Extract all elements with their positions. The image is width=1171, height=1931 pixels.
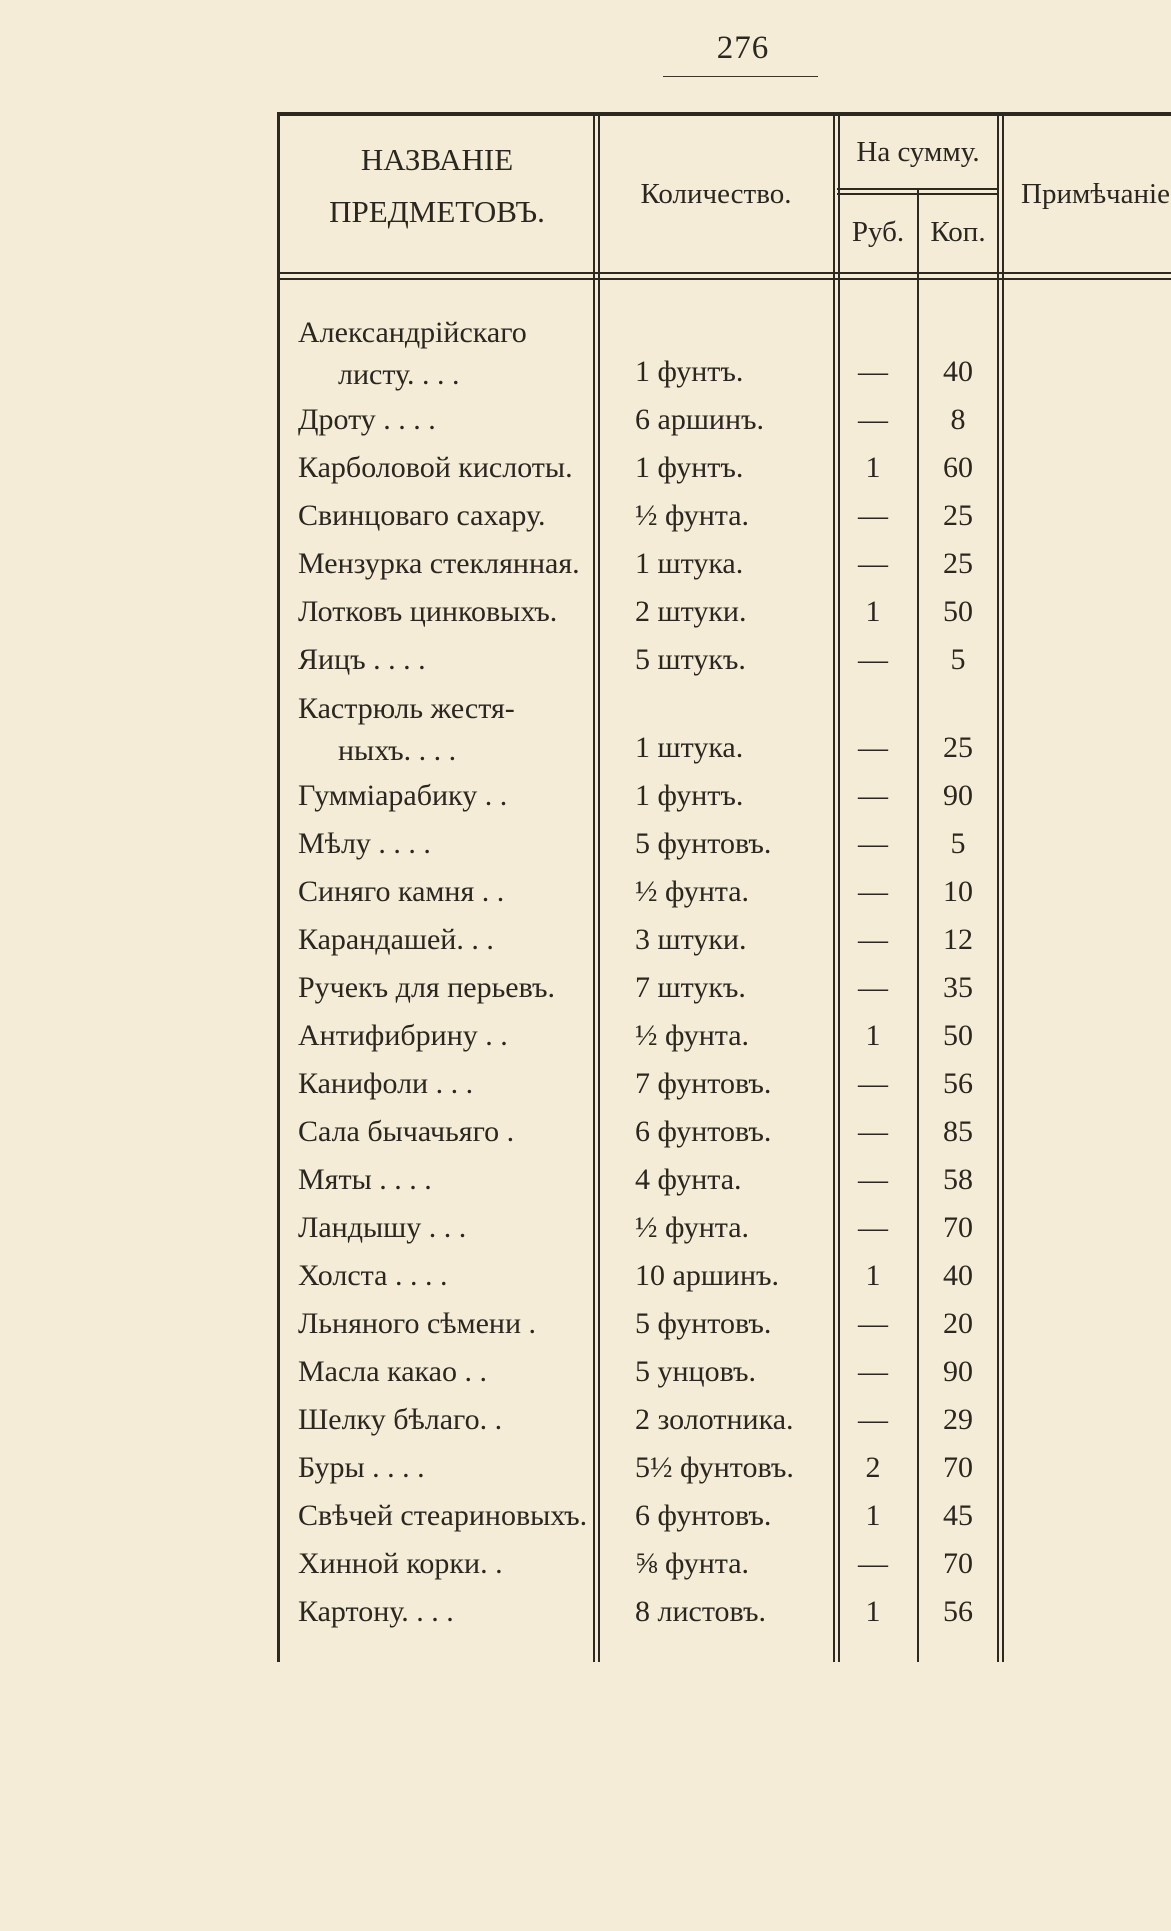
item-name: Мензурка стеклянная. [298,547,580,580]
item-quantity: 7 штукъ. [635,971,746,1004]
header-sum-column: На сумму. [856,136,980,168]
item-name: Лотковъ цинковыхъ. [298,595,558,628]
table-row [277,1588,1171,1636]
item-kopecks: 25 [943,547,973,580]
item-quantity: 1 штука. [635,547,744,580]
item-quantity: 5½ фунтовъ. [635,1451,794,1484]
item-quantity: 1 штука. [635,731,744,764]
item-quantity: ½ фунта. [635,499,750,532]
item-kopecks: 25 [943,499,973,532]
item-rubles: 2 [865,1451,881,1484]
item-name: Сала бычачьяго . [298,1115,515,1148]
item-name: Холста . . . . [298,1259,448,1292]
table-row [277,312,1171,396]
item-name: Яицъ . . . . [298,643,426,676]
item-name: Картону. . . . [298,1595,454,1628]
header-notes-column: Примѣчаніе [1021,178,1170,210]
header-bottom-rule-2 [277,278,1171,280]
table-row [277,540,1171,588]
header-kop-column: Коп. [930,216,986,248]
item-quantity: ½ фунта. [635,875,750,908]
item-rubles: — [858,1211,888,1244]
item-rubles: — [858,1403,888,1436]
item-quantity: 6 аршинъ. [635,403,765,436]
item-kopecks: 45 [943,1499,973,1532]
table-row [277,1204,1171,1252]
item-name: Шелку бѣлаго. . [298,1403,503,1436]
item-kopecks: 25 [943,731,973,764]
item-kopecks: 60 [943,451,973,484]
table-row [277,916,1171,964]
item-rubles: — [858,1307,888,1340]
item-quantity: ½ фунта. [635,1019,750,1052]
item-name: Мяты . . . . [298,1163,432,1196]
item-rubles: — [858,643,888,676]
item-kopecks: 70 [943,1451,973,1484]
table-row [277,444,1171,492]
item-quantity: 6 фунтовъ. [635,1499,772,1532]
item-kopecks: 29 [943,1403,973,1436]
item-quantity: 2 золотника. [635,1403,794,1436]
item-name: Карболовой кислоты. [298,451,573,484]
item-name: Свѣчей стеариновыхъ. [298,1499,588,1532]
item-name: Дроту . . . . [298,403,436,436]
item-quantity: 1 фунтъ. [635,355,744,388]
item-kopecks: 10 [943,875,973,908]
header-name-column: НАЗВАНІЕ ПРЕДМЕТОВЪ. [329,142,545,229]
table-row [277,820,1171,868]
item-kopecks: 50 [943,595,973,628]
item-rubles: — [858,731,888,764]
item-quantity: 4 фунта. [635,1163,742,1196]
item-rubles: — [858,547,888,580]
table-row [277,1348,1171,1396]
table-row [277,964,1171,1012]
item-quantity: 2 штуки. [635,595,747,628]
page-number-rule [663,76,818,77]
item-kopecks: 85 [943,1115,973,1148]
item-rubles: — [858,827,888,860]
header-quantity-column: Количество. [640,178,792,210]
header-bottom-rule [277,272,1171,274]
item-kopecks: 8 [950,403,966,436]
item-rubles: — [858,971,888,1004]
item-name: Буры . . . . [298,1451,425,1484]
item-quantity: 6 фунтовъ. [635,1115,772,1148]
table-row [277,1012,1171,1060]
item-rubles: — [858,355,888,388]
table-row [277,1540,1171,1588]
item-quantity: 3 штуки. [635,923,747,956]
item-kopecks: 12 [943,923,973,956]
item-name: Карандашей. . . [298,923,494,956]
item-name: Кастрюль жестя- ныхъ. . . . [298,692,515,767]
item-rubles: 1 [865,451,881,484]
item-rubles: 1 [865,1019,881,1052]
item-name: Гумміарабику . . [298,779,508,812]
table-row [277,1108,1171,1156]
item-kopecks: 90 [943,1355,973,1388]
item-rubles: — [858,1163,888,1196]
item-name: Хинной корки. . [298,1547,503,1580]
item-quantity: 7 фунтовъ. [635,1067,772,1100]
item-quantity: 5 фунтовъ. [635,827,772,860]
item-rubles: — [858,875,888,908]
table-row [277,1444,1171,1492]
item-kopecks: 5 [950,827,966,860]
item-name: Свинцоваго сахару. [298,499,546,532]
item-quantity: 10 аршинъ. [635,1259,780,1292]
item-name: Канифоли . . . [298,1067,474,1100]
table-row [277,636,1171,684]
item-kopecks: 35 [943,971,973,1004]
item-rubles: — [858,1355,888,1388]
item-rubles: 1 [865,1595,881,1628]
table-row [277,1060,1171,1108]
item-kopecks: 5 [950,643,966,676]
table-row [277,492,1171,540]
table-row [277,1492,1171,1540]
item-rubles: — [858,403,888,436]
item-quantity: ½ фунта. [635,1211,750,1244]
item-kopecks: 70 [943,1211,973,1244]
item-rubles: — [858,779,888,812]
item-rubles: — [858,1115,888,1148]
item-quantity: 5 фунтовъ. [635,1307,772,1340]
item-quantity: ⅝ фунта. [635,1547,750,1580]
item-kopecks: 58 [943,1163,973,1196]
table-row [277,588,1171,636]
item-kopecks: 56 [943,1067,973,1100]
table-row [277,688,1171,772]
table-row [277,772,1171,820]
table-top-rule [277,112,1171,116]
item-name: Ландышу . . . [298,1211,467,1244]
item-rubles: 1 [865,1259,881,1292]
item-quantity: 1 фунтъ. [635,779,744,812]
item-quantity: 5 штукъ. [635,643,746,676]
table-row [277,1300,1171,1348]
item-rubles: 1 [865,1499,881,1532]
item-kopecks: 70 [943,1547,973,1580]
item-quantity: 1 фунтъ. [635,451,744,484]
item-rubles: — [858,1547,888,1580]
item-name: Мѣлу . . . . [298,827,431,860]
table-row [277,1156,1171,1204]
item-rubles: — [858,499,888,532]
item-kopecks: 40 [943,1259,973,1292]
table-row [277,396,1171,444]
table-row [277,1396,1171,1444]
table-row [277,1252,1171,1300]
item-rubles: 1 [865,595,881,628]
page-number: 276 [716,30,770,66]
item-kopecks: 56 [943,1595,973,1628]
header-rub-column: Руб. [851,216,905,248]
item-rubles: — [858,1067,888,1100]
item-name: Льняного сѣмени . [298,1307,537,1340]
item-quantity: 5 унцовъ. [635,1355,757,1388]
item-name: Синяго камня . . [298,875,505,908]
item-kopecks: 40 [943,355,973,388]
item-name: Антифибрину . . [298,1019,508,1052]
item-name: Масла какао . . [298,1355,487,1388]
table-row [277,868,1171,916]
item-name: Ручекъ для перьевъ. [298,971,556,1004]
item-quantity: 8 листовъ. [635,1595,766,1628]
item-name: Александрійскаго листу. . . . [298,316,527,391]
item-kopecks: 90 [943,779,973,812]
item-kopecks: 20 [943,1307,973,1340]
item-kopecks: 50 [943,1019,973,1052]
inventory-table [277,112,1171,1662]
item-rubles: — [858,923,888,956]
